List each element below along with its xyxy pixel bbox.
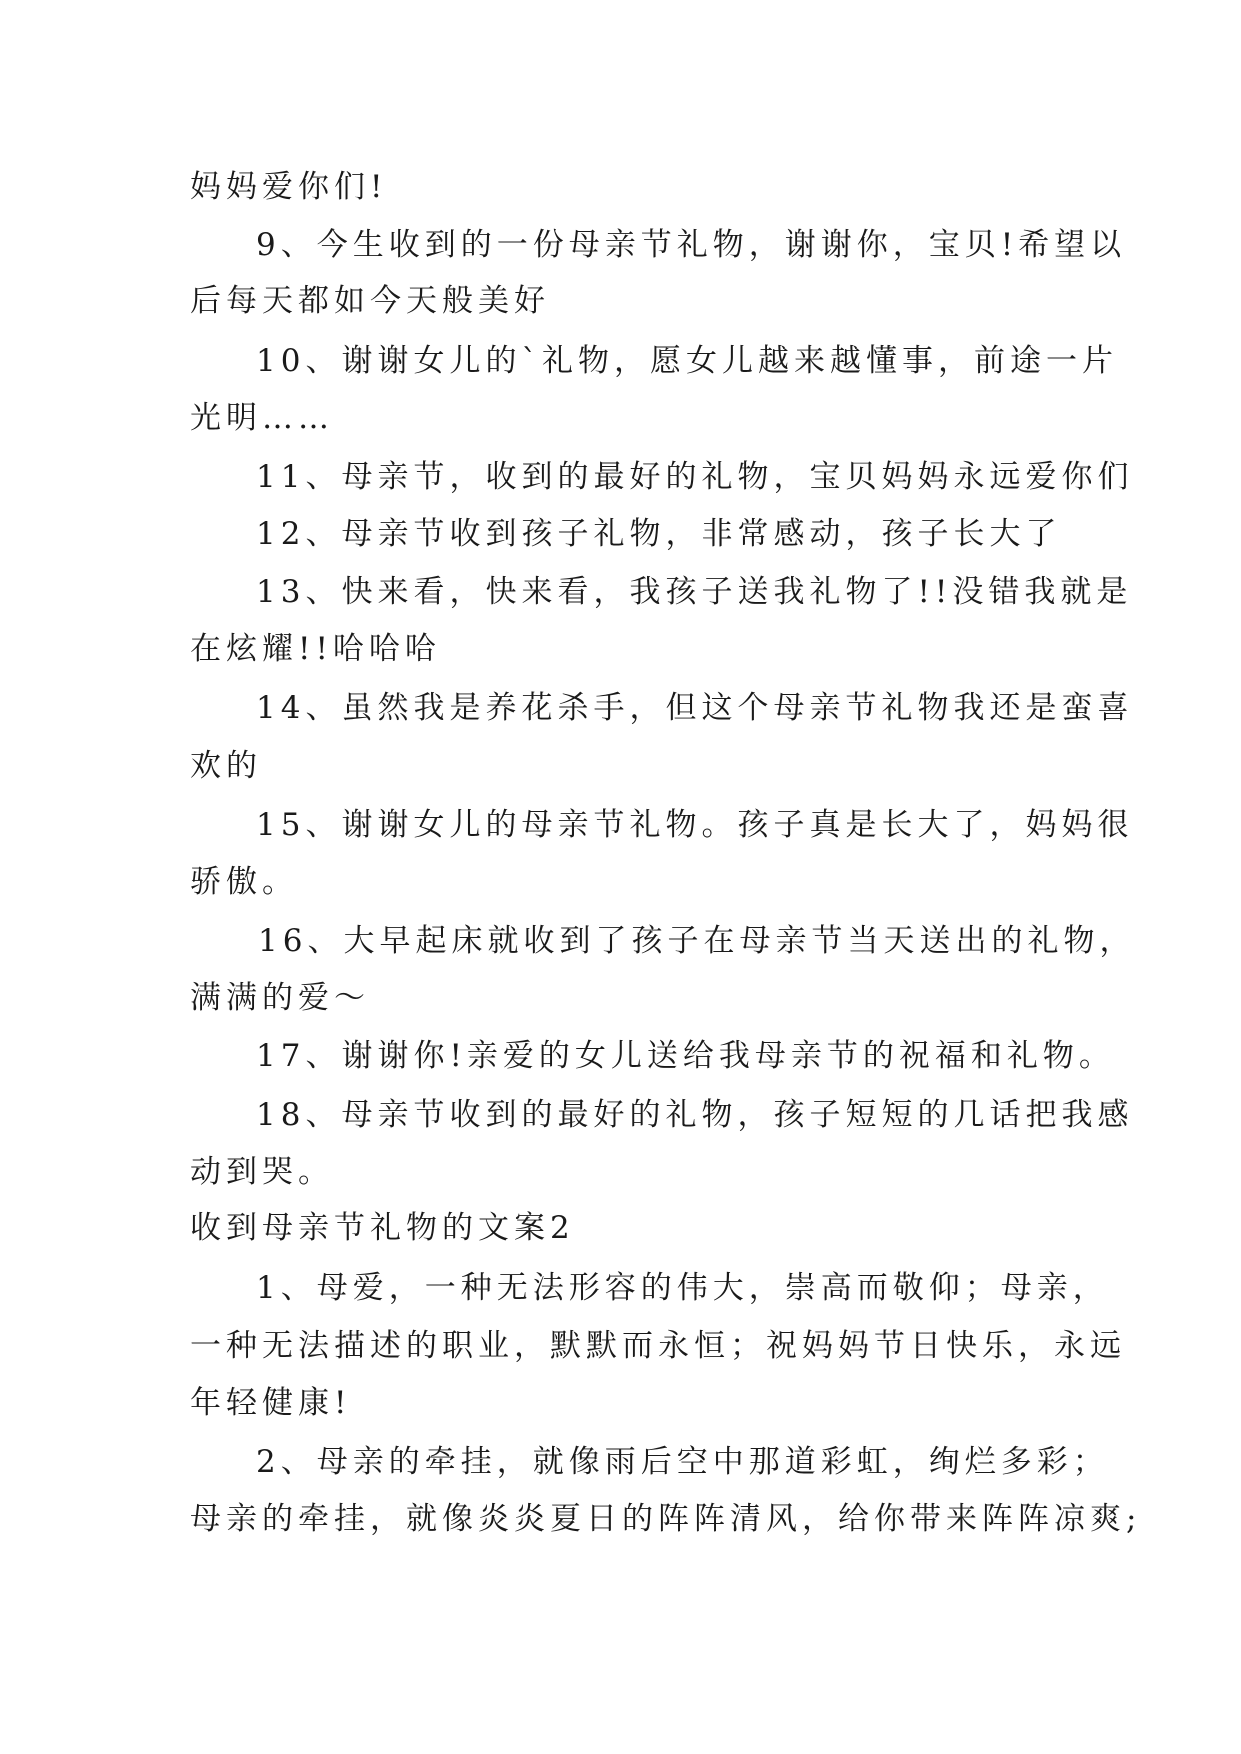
line-text: 光明…… bbox=[190, 400, 334, 436]
text-line bbox=[0, 1087, 1241, 1143]
line-text: 13、快来看，快来看，我孩子送我礼物了!!没错我就是 bbox=[256, 574, 1133, 610]
line-text: 17、谢谢你!亲爱的女儿送给我母亲节的祝福和礼物。 bbox=[256, 1038, 1115, 1074]
line-text: 10、谢谢女儿的`礼物，愿女儿越来越懂事，前途一片 bbox=[256, 343, 1118, 379]
text-line bbox=[0, 333, 1241, 389]
line-text: 12、母亲节收到孩子礼物，非常感动，孩子长大了 bbox=[256, 516, 1062, 552]
line-text: 骄傲。 bbox=[190, 864, 298, 900]
line-text: 妈妈爱你们! bbox=[190, 169, 388, 205]
line-text: 母亲的牵挂，就像炎炎夏日的阵阵清风，给你带来阵阵凉爽; bbox=[190, 1501, 1142, 1537]
line-text: 11、母亲节，收到的最好的礼物，宝贝妈妈永远爱你们 bbox=[256, 459, 1134, 495]
text-line bbox=[0, 854, 1241, 910]
text-line bbox=[0, 680, 1241, 736]
text-line bbox=[0, 1028, 1241, 1084]
text-line bbox=[0, 273, 1241, 329]
text-line bbox=[0, 159, 1241, 215]
text-line bbox=[0, 1375, 1241, 1431]
text-line bbox=[0, 564, 1241, 620]
line-text: 在炫耀!!哈哈哈 bbox=[190, 631, 441, 667]
text-line bbox=[0, 1260, 1241, 1316]
text-line bbox=[0, 217, 1241, 273]
text-line bbox=[0, 797, 1241, 853]
section-heading bbox=[0, 1200, 1241, 1256]
line-text: 2、母亲的牵挂，就像雨后空中那道彩虹，绚烂多彩； bbox=[256, 1444, 1109, 1480]
text-line bbox=[0, 970, 1241, 1026]
line-text: 1、母爱，一种无法形容的伟大，崇高而敬仰；母亲， bbox=[256, 1270, 1109, 1306]
text-line bbox=[0, 738, 1241, 794]
text-line bbox=[0, 913, 1241, 969]
text-line bbox=[0, 390, 1241, 446]
line-text: 14、虽然我是养花杀手，但这个母亲节礼物我还是蛮喜 bbox=[256, 690, 1134, 726]
line-text: 16、大早起床就收到了孩子在母亲节当天送出的礼物， bbox=[258, 923, 1136, 959]
line-text: 年轻健康! bbox=[190, 1385, 352, 1421]
text-line bbox=[0, 621, 1241, 677]
line-text: 欢的 bbox=[190, 748, 262, 784]
line-text: 动到哭。 bbox=[190, 1154, 334, 1190]
line-text: 满满的爱～ bbox=[190, 980, 370, 1016]
text-line bbox=[0, 506, 1241, 562]
line-text: 18、母亲节收到的最好的礼物，孩子短短的几话把我感 bbox=[256, 1097, 1134, 1133]
line-text: 9、今生收到的一份母亲节礼物，谢谢你，宝贝!希望以 bbox=[256, 227, 1127, 263]
line-text: 后每天都如今天般美好 bbox=[190, 283, 550, 319]
text-line bbox=[0, 1491, 1241, 1547]
line-text: 15、谢谢女儿的母亲节礼物。孩子真是长大了，妈妈很 bbox=[256, 807, 1134, 843]
text-line bbox=[0, 1144, 1241, 1200]
text-line bbox=[0, 449, 1241, 505]
text-line bbox=[0, 1434, 1241, 1490]
line-text: 一种无法描述的职业，默默而永恒；祝妈妈节日快乐，永远 bbox=[190, 1328, 1126, 1364]
line-text: 收到母亲节礼物的文案2 bbox=[190, 1210, 575, 1246]
text-line bbox=[0, 1318, 1241, 1374]
